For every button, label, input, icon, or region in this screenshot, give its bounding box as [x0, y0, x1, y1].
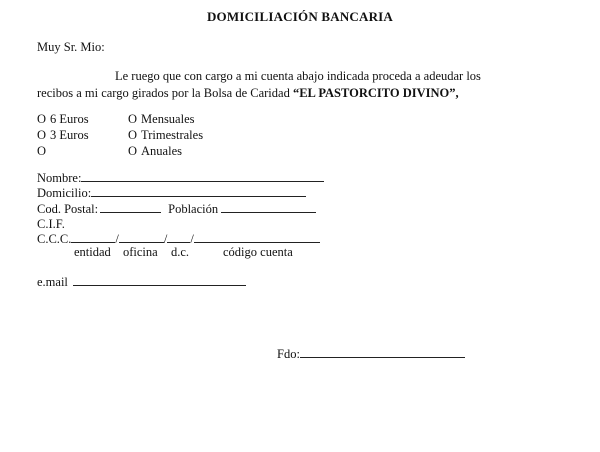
paragraph-line-2-text: recibos a mi cargo girados por la Bolsa de Caridad [37, 86, 293, 100]
paragraph-line-1: Le ruego que con cargo a mi cuenta abajo indicada proceda a adeudar los [115, 69, 481, 83]
frequency-label: Trimestrales [141, 128, 204, 142]
radio-mark[interactable]: O [37, 128, 47, 142]
ccc-dc-caption: d.c. [171, 245, 190, 259]
ccc-codigo-caption: código cuenta [223, 245, 293, 259]
amount-option-6[interactable] [37, 112, 89, 127]
amount-option-other[interactable] [37, 144, 50, 159]
radio-mark[interactable]: O [37, 144, 47, 158]
name-row [37, 171, 324, 186]
frequency-option-monthly[interactable] [128, 112, 195, 127]
name-label: Nombre: [37, 171, 82, 185]
signature-row [277, 347, 465, 362]
frequency-option-yearly[interactable] [128, 144, 182, 159]
form-title: DOMICILIACIÓN BANCARIA [206, 9, 394, 24]
address-row [37, 186, 306, 201]
ccc-oficina-caption: oficina [123, 245, 158, 259]
frequency-option-quarterly[interactable] [128, 128, 203, 143]
radio-mark[interactable]: O [128, 112, 138, 126]
ccc-entidad-caption: entidad [74, 245, 111, 259]
city-label: Población [168, 202, 219, 216]
greeting: Muy Sr. Mio: [37, 40, 105, 54]
amount-label: 6 Euros [50, 112, 89, 126]
frequency-label: Mensuales [141, 112, 195, 126]
email-label: e.mail [37, 275, 68, 289]
cif-label: C.I.F. [37, 217, 65, 231]
address-label: Domicilio: [37, 186, 92, 200]
signature-label: Fdo: [277, 347, 300, 361]
amount-option-3[interactable] [37, 128, 89, 143]
postal-code-field[interactable] [100, 212, 161, 213]
ccc-separator: / [115, 232, 119, 246]
email-field[interactable] [73, 285, 246, 286]
radio-mark[interactable]: O [37, 112, 47, 126]
radio-mark[interactable]: O [128, 128, 138, 142]
ccc-separator: / [190, 232, 194, 246]
ccc-oficina-field[interactable] [119, 242, 164, 243]
ccc-separator: / [163, 232, 168, 246]
email-row [37, 275, 246, 290]
amount-label: 3 Euros [50, 128, 89, 142]
frequency-label: Anuales [141, 144, 182, 158]
postal-row [37, 202, 316, 217]
ccc-label: C.C.C. [37, 232, 72, 246]
ccc-entidad-field[interactable] [71, 242, 115, 243]
name-field[interactable] [81, 181, 324, 182]
radio-mark[interactable]: O [128, 144, 138, 158]
postal-code-label: Cod. Postal: [37, 202, 99, 216]
address-field[interactable] [91, 196, 306, 197]
ccc-dc-field[interactable] [167, 242, 190, 243]
signature-field[interactable] [300, 357, 465, 358]
ccc-cuenta-field[interactable] [194, 242, 320, 243]
city-field[interactable] [221, 212, 316, 213]
paragraph-line-2 [37, 86, 459, 101]
charity-name: “EL PASTORCITO DIVINO”, [292, 86, 459, 100]
